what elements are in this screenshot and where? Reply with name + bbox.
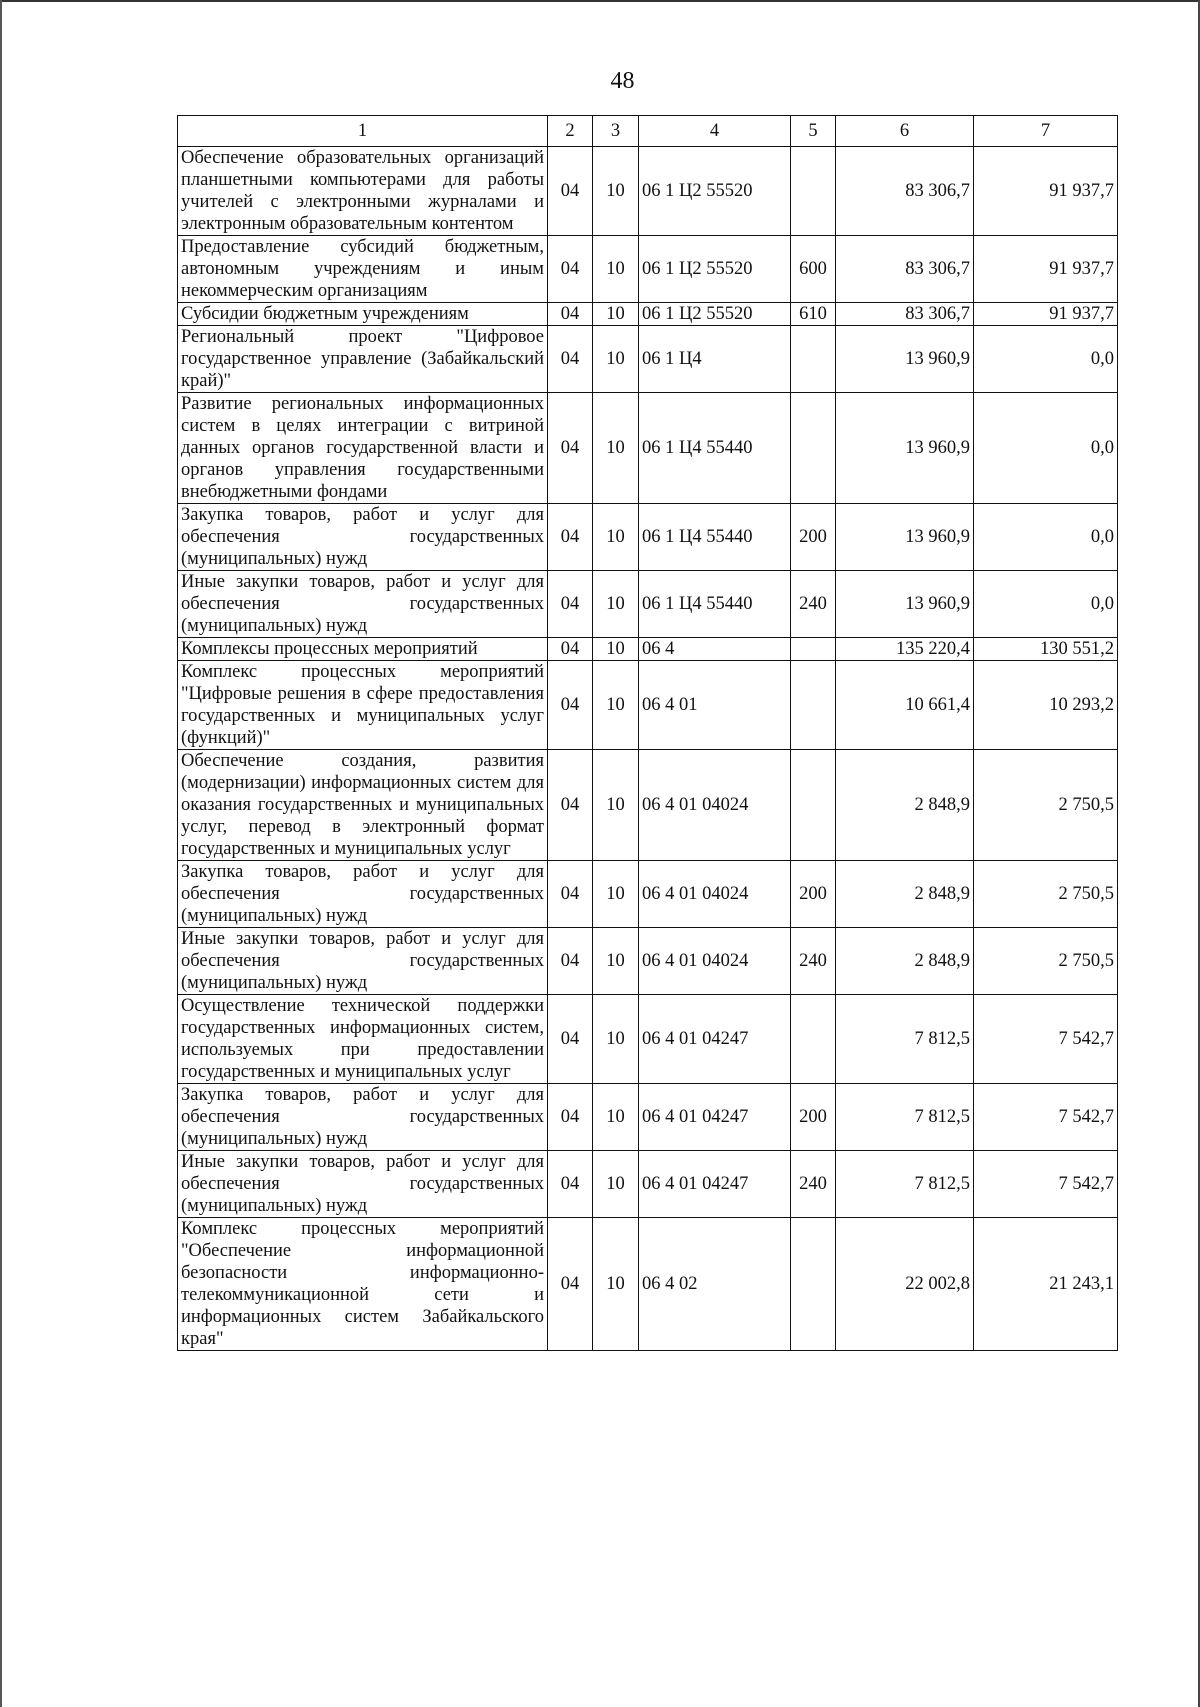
amount-year1-cell: 135 220,4 [836, 638, 974, 661]
amount-year2-cell: 2 750,5 [974, 750, 1118, 861]
amount-year2-cell: 7 542,7 [974, 1084, 1118, 1151]
table-row [178, 995, 1118, 1084]
column-header: 6 [836, 116, 974, 147]
table-row [178, 861, 1118, 928]
subsection-code-cell: 10 [593, 147, 639, 236]
column-header: 5 [791, 116, 836, 147]
amount-year2-cell: 91 937,7 [974, 303, 1118, 326]
item-name-cell: Предоставление субсидий бюджетным, автономным учреждениям и иным некоммерческим организациям [178, 236, 548, 303]
amount-year1-cell: 83 306,7 [836, 303, 974, 326]
item-name-cell: Иные закупки товаров, работ и услуг для обеспечения государственных (муниципальных) нужд [178, 928, 548, 995]
expense-type-cell [791, 1218, 836, 1351]
amount-year2-cell: 2 750,5 [974, 928, 1118, 995]
item-name-cell: Иные закупки товаров, работ и услуг для обеспечения государственных (муниципальных) нужд [178, 1151, 548, 1218]
amount-year1-cell: 7 812,5 [836, 1151, 974, 1218]
table-row [178, 1084, 1118, 1151]
table-body [178, 147, 1118, 1351]
section-code-cell: 04 [548, 1084, 593, 1151]
amount-year1-cell: 10 661,4 [836, 661, 974, 750]
section-code-cell: 04 [548, 1151, 593, 1218]
section-code-cell: 04 [548, 393, 593, 504]
budget-table [177, 115, 1118, 1351]
expense-type-cell [791, 393, 836, 504]
subsection-code-cell: 10 [593, 326, 639, 393]
expense-type-cell: 240 [791, 1151, 836, 1218]
section-code-cell: 04 [548, 504, 593, 571]
section-code-cell: 04 [548, 147, 593, 236]
target-article-cell: 06 4 01 04024 [639, 928, 791, 995]
amount-year2-cell: 0,0 [974, 571, 1118, 638]
subsection-code-cell: 10 [593, 1218, 639, 1351]
table-row [178, 147, 1118, 236]
subsection-code-cell: 10 [593, 571, 639, 638]
amount-year1-cell: 7 812,5 [836, 995, 974, 1084]
expense-type-cell: 240 [791, 928, 836, 995]
expense-type-cell [791, 147, 836, 236]
amount-year1-cell: 7 812,5 [836, 1084, 974, 1151]
amount-year1-cell: 22 002,8 [836, 1218, 974, 1351]
table-row [178, 928, 1118, 995]
subsection-code-cell: 10 [593, 1151, 639, 1218]
amount-year1-cell: 2 848,9 [836, 928, 974, 995]
amount-year2-cell: 91 937,7 [974, 147, 1118, 236]
item-name-cell: Комплекс процессных мероприятий "Обеспечение информационной безопасности информационно-телекоммуникационной сети и информационных систем Забайкальского края" [178, 1218, 548, 1351]
column-header: 2 [548, 116, 593, 147]
subsection-code-cell: 10 [593, 750, 639, 861]
expense-type-cell: 200 [791, 1084, 836, 1151]
expense-type-cell: 600 [791, 236, 836, 303]
expense-type-cell: 610 [791, 303, 836, 326]
item-name-cell: Иные закупки товаров, работ и услуг для обеспечения государственных (муниципальных) нужд [178, 571, 548, 638]
column-header: 4 [639, 116, 791, 147]
target-article-cell: 06 4 01 04247 [639, 1151, 791, 1218]
section-code-cell: 04 [548, 303, 593, 326]
expense-type-cell: 200 [791, 504, 836, 571]
item-name-cell: Развитие региональных информационных систем в целях интеграции с витриной данных органов государственной власти и органов управления государственными внебюджетными фондами [178, 393, 548, 504]
table-row [178, 661, 1118, 750]
table-row [178, 393, 1118, 504]
target-article-cell: 06 1 Ц4 55440 [639, 393, 791, 504]
column-header: 7 [974, 116, 1118, 147]
item-name-cell: Закупка товаров, работ и услуг для обеспечения государственных (муниципальных) нужд [178, 861, 548, 928]
amount-year2-cell: 10 293,2 [974, 661, 1118, 750]
table-row [178, 1151, 1118, 1218]
target-article-cell: 06 4 01 04024 [639, 861, 791, 928]
amount-year1-cell: 13 960,9 [836, 326, 974, 393]
amount-year2-cell: 0,0 [974, 326, 1118, 393]
amount-year2-cell: 0,0 [974, 393, 1118, 504]
section-code-cell: 04 [548, 638, 593, 661]
table-row [178, 303, 1118, 326]
section-code-cell: 04 [548, 750, 593, 861]
amount-year1-cell: 2 848,9 [836, 750, 974, 861]
item-name-cell: Комплексы процессных мероприятий [178, 638, 548, 661]
subsection-code-cell: 10 [593, 928, 639, 995]
amount-year1-cell: 83 306,7 [836, 236, 974, 303]
expense-type-cell [791, 326, 836, 393]
subsection-code-cell: 10 [593, 861, 639, 928]
amount-year1-cell: 13 960,9 [836, 393, 974, 504]
subsection-code-cell: 10 [593, 303, 639, 326]
expense-type-cell [791, 638, 836, 661]
scan-edge-top [0, 0, 1200, 2]
amount-year1-cell: 13 960,9 [836, 504, 974, 571]
target-article-cell: 06 4 01 04024 [639, 750, 791, 861]
section-code-cell: 04 [548, 571, 593, 638]
column-header: 1 [178, 116, 548, 147]
section-code-cell: 04 [548, 1218, 593, 1351]
amount-year2-cell: 130 551,2 [974, 638, 1118, 661]
table-row [178, 504, 1118, 571]
amount-year2-cell: 2 750,5 [974, 861, 1118, 928]
expense-type-cell [791, 995, 836, 1084]
table-row [178, 750, 1118, 861]
target-article-cell: 06 1 Ц2 55520 [639, 147, 791, 236]
amount-year1-cell: 13 960,9 [836, 571, 974, 638]
section-code-cell: 04 [548, 661, 593, 750]
column-header: 3 [593, 116, 639, 147]
amount-year1-cell: 83 306,7 [836, 147, 974, 236]
target-article-cell: 06 1 Ц4 55440 [639, 571, 791, 638]
amount-year2-cell: 7 542,7 [974, 995, 1118, 1084]
amount-year2-cell: 21 243,1 [974, 1218, 1118, 1351]
header-row [178, 116, 1118, 147]
page-number: 48 [610, 68, 635, 94]
amount-year2-cell: 0,0 [974, 504, 1118, 571]
item-name-cell: Субсидии бюджетным учреждениям [178, 303, 548, 326]
subsection-code-cell: 10 [593, 638, 639, 661]
table-row [178, 1218, 1118, 1351]
section-code-cell: 04 [548, 995, 593, 1084]
item-name-cell: Региональный проект "Цифровое государственное управление (Забайкальский край)" [178, 326, 548, 393]
table-row [178, 236, 1118, 303]
table-row [178, 571, 1118, 638]
item-name-cell: Обеспечение создания, развития (модернизации) информационных систем для оказания государственных и муниципальных услуг, перевод в электронный формат государственных и муниципальных услуг [178, 750, 548, 861]
target-article-cell: 06 4 01 04247 [639, 995, 791, 1084]
target-article-cell: 06 1 Ц4 55440 [639, 504, 791, 571]
table-row [178, 326, 1118, 393]
subsection-code-cell: 10 [593, 1084, 639, 1151]
subsection-code-cell: 10 [593, 393, 639, 504]
target-article-cell: 06 1 Ц2 55520 [639, 303, 791, 326]
target-article-cell: 06 1 Ц4 [639, 326, 791, 393]
subsection-code-cell: 10 [593, 504, 639, 571]
amount-year1-cell: 2 848,9 [836, 861, 974, 928]
expense-type-cell [791, 750, 836, 861]
amount-year2-cell: 91 937,7 [974, 236, 1118, 303]
expense-type-cell: 200 [791, 861, 836, 928]
item-name-cell: Обеспечение образовательных организаций планшетными компьютерами для работы учителей с электронными журналами и электронным образовательным контентом [178, 147, 548, 236]
target-article-cell: 06 1 Ц2 55520 [639, 236, 791, 303]
target-article-cell: 06 4 01 04247 [639, 1084, 791, 1151]
section-code-cell: 04 [548, 861, 593, 928]
target-article-cell: 06 4 01 [639, 661, 791, 750]
subsection-code-cell: 10 [593, 995, 639, 1084]
section-code-cell: 04 [548, 928, 593, 995]
target-article-cell: 06 4 [639, 638, 791, 661]
expense-type-cell: 240 [791, 571, 836, 638]
subsection-code-cell: 10 [593, 236, 639, 303]
subsection-code-cell: 10 [593, 661, 639, 750]
item-name-cell: Осуществление технической поддержки государственных информационных систем, используемых при предоставлении государственных и муниципальных услуг [178, 995, 548, 1084]
expense-type-cell [791, 661, 836, 750]
item-name-cell: Закупка товаров, работ и услуг для обеспечения государственных (муниципальных) нужд [178, 504, 548, 571]
table-row [178, 638, 1118, 661]
scan-edge-left [0, 0, 2, 1707]
item-name-cell: Комплекс процессных мероприятий "Цифровые решения в сфере предоставления государственных и муниципальных услуг (функций)" [178, 661, 548, 750]
amount-year2-cell: 7 542,7 [974, 1151, 1118, 1218]
target-article-cell: 06 4 02 [639, 1218, 791, 1351]
table-header [178, 116, 1118, 147]
section-code-cell: 04 [548, 236, 593, 303]
section-code-cell: 04 [548, 326, 593, 393]
item-name-cell: Закупка товаров, работ и услуг для обеспечения государственных (муниципальных) нужд [178, 1084, 548, 1151]
